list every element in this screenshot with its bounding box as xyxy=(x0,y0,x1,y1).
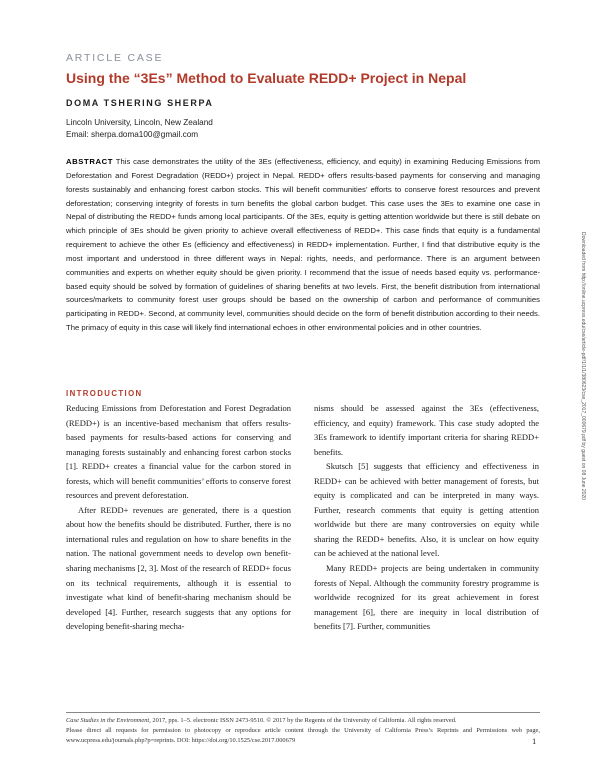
footnote-copyright-text: , 2017, pps. 1–5. electronic ISSN 2473-9510. © 2017 by the Regents of the University of California. All rights reserved. xyxy=(149,717,457,724)
footnote-divider xyxy=(66,712,540,713)
abstract-text: This case demonstrates the utility of the 3Es (effectiveness, efficiency, and equity) in examining Reducing Emissions from Deforestation and Forest Degradation (REDD+) project in Nepal. REDD+ offers results-based payments for conserving and managing forests sustainably and enhancing forest carbon stocks. This will benefit communities’ efforts to conserve forest resources and prevent deforestation; conserving integrity of forests in turn benefits the global carbon budget. This case uses the 3Es to examine one case in Nepal of distributing the REDD+ funds among local participants. Of the 3Es, equity is getting attention worldwide but there is still debate on which principle of 3Es should be given priority to achieve overall effectiveness of REDD+. This case finds that equity is a fundamental requirement to achieve the other Es (efficiency and effectiveness) in REDD+ implementation. Further, I find that distributive equity is the most important and understood in three different ways in Nepal: rights, needs, and performance. There is an argument between communities and experts on whether equity should be given priority. I recommend that the issue of needs based equity vs. performance-based equity should be solved by formation of guidelines of sharing benefits at two levels. First, the benefit distribution from international sources/markets to community forest user groups should be based on the ownership of carbon and performance of communities participating in REDD+. Second, at community level, communities should decide on the form of benefit distribution according to their needs. The primacy of equity in this case will likely find international echoes in other environmental policies and in other countries. xyxy=(66,157,540,333)
body-paragraph: After REDD+ revenues are generated, there is a question about how the benefits should be distributed. Further, there is no international rules and regulation on how to share benefits in the nation. The national government needs to develop own benefit-sharing mechanisms [2, 3]. Most of the research of REDD+ focus on its technical requirements, although it is essential to investigate what kind of benefit-sharing mechanism should be developed [4]. Further, research suggests that any options for developing benefit-sharing mecha- xyxy=(66,504,291,632)
author-email: Email: sherpa.doma100@gmail.com xyxy=(66,129,199,139)
download-watermark: Downloaded from http://online.ucpress.edu/cse/article-pdf/1/1/1/380623/cse_2017_000679.pdf by guest on 08 June 2020 xyxy=(580,232,586,500)
journal-name: Case Studies in the Environment xyxy=(66,717,150,724)
article-type-label: ARTICLE CASE xyxy=(66,52,164,64)
body-paragraph: Many REDD+ projects are being undertaken in community forests of Nepal. Although the community forestry programme is worldwide recognized for its great achievement in forest management [6], there are inequity in local distribution of benefits [7]. Further, communities xyxy=(314,563,539,632)
footnote-copyright xyxy=(66,716,540,726)
author-affiliation-block xyxy=(66,117,486,140)
body-paragraph: Skutsch [5] suggests that efficiency and effectiveness in REDD+ can be achieved with better management of forests, but equity is complicated and can be interpreted in many ways. Further, research comments that equity is getting attention worldwide but there are many controversies on equity while sharing the REDD+ benefits. Also, it is unclear on how equity can be achieved at the national level. xyxy=(314,461,539,559)
footnote xyxy=(66,716,540,747)
footnote-permissions: Please direct all requests for permission to photocopy or reproduce article content through the University of California Press’s Reprints and Permissions web page, www.ucpress.edu/journals.php?p=reprints. DOI: https://doi.org/10.1525/cse.2017.000679 xyxy=(66,727,540,745)
section-heading: INTRODUCTION xyxy=(66,389,143,398)
body-paragraph: Reducing Emissions from Deforestation and Forest Degradation (REDD+) is an incentive-based mechanism that offers results-based payments for results-based actions for conserving and managing forests sustainably and enhancing forest carbon stocks [1]. REDD+ creates a financial value for the carbon stored in forests, which will benefit communities’ efforts to conserve forest resources and prevent deforestation. xyxy=(66,403,291,501)
abstract-label: ABSTRACT xyxy=(66,157,114,166)
author-name: DOMA TSHERING SHERPA xyxy=(66,98,214,108)
abstract xyxy=(66,155,540,335)
affiliation: Lincoln University, Lincoln, New Zealand xyxy=(66,118,213,127)
body-column-left xyxy=(66,387,291,634)
article-title: Using the “3Es” Method to Evaluate REDD+ Project in Nepal xyxy=(66,70,467,86)
page-number: 1 xyxy=(532,736,537,746)
body-column-right xyxy=(314,401,539,634)
body-paragraph: nisms should be assessed against the 3Es (effectiveness, efficiency, and equity) framework. This case study adopted the 3Es framework to identify important criteria for sharing REDD+ benefits. xyxy=(314,403,539,457)
